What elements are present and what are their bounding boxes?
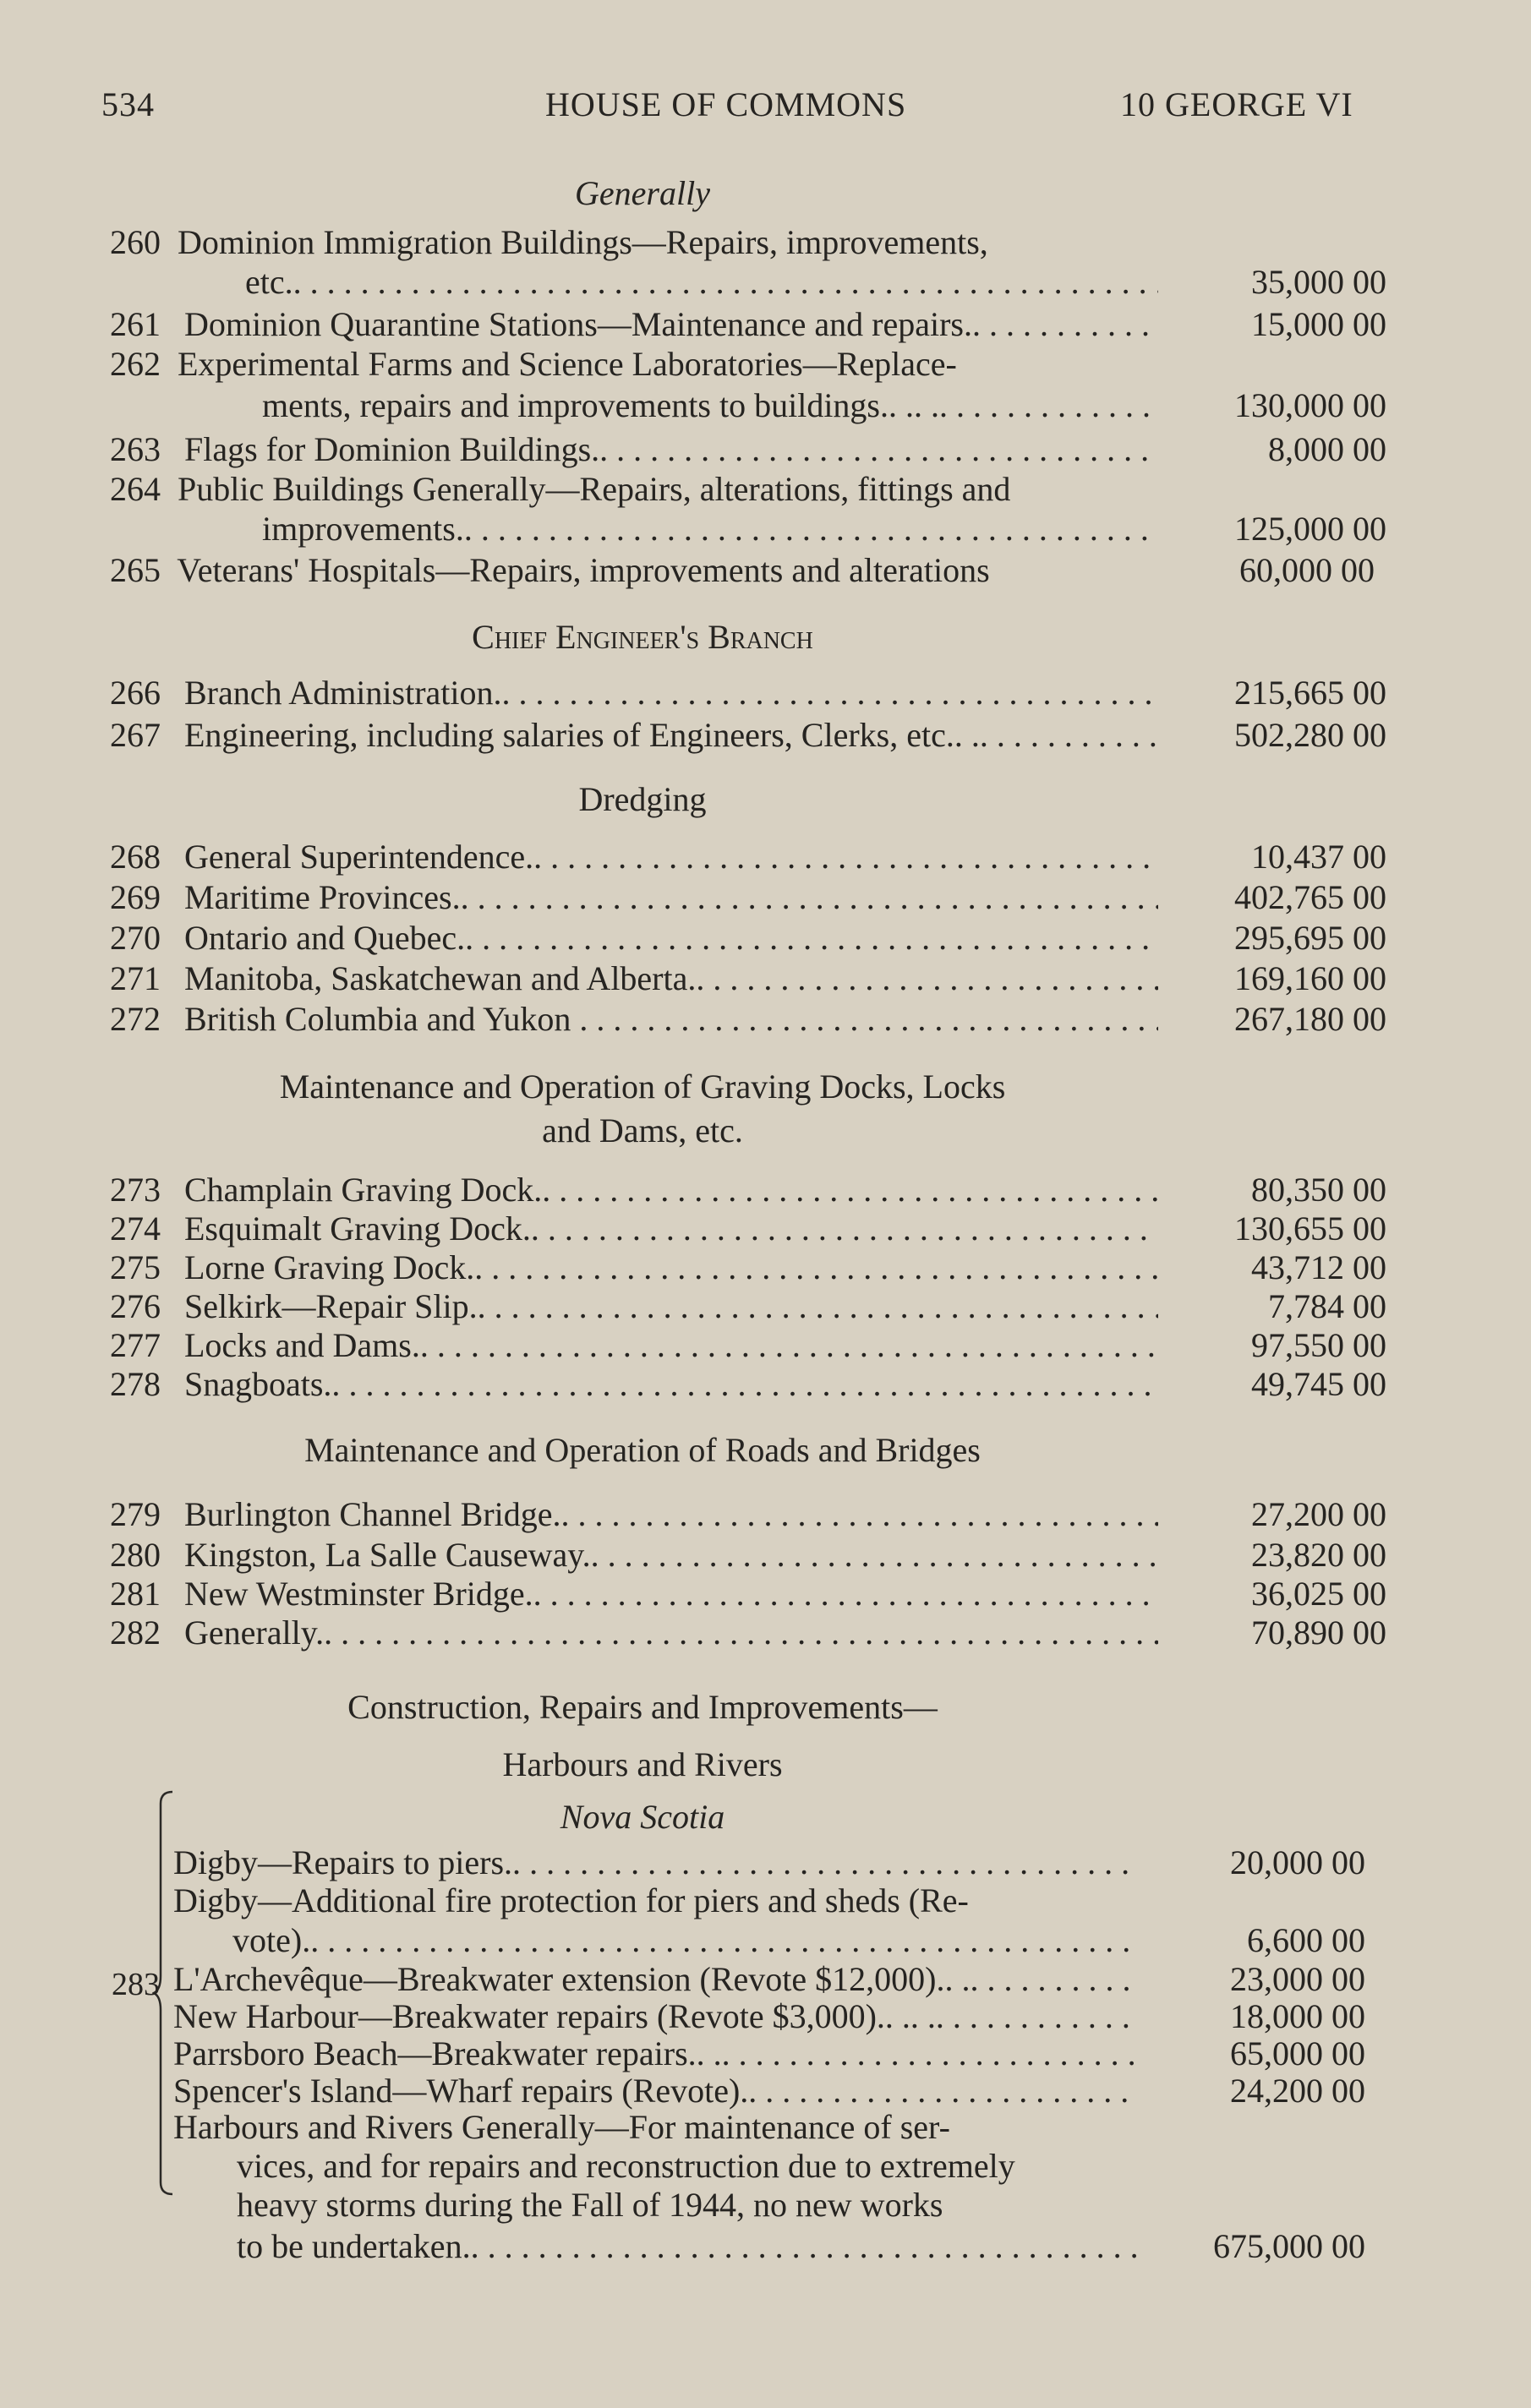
item-desc: General Superintendence.. . . .: [184, 837, 1158, 877]
item-number: 270: [110, 919, 161, 957]
item-275: [110, 1248, 1386, 1288]
item-number: 260: [110, 223, 161, 261]
item-desc: Kingston, La Salle Causeway.. . . .: [184, 1535, 1158, 1575]
item-amount: 70,890 00: [1251, 1614, 1386, 1652]
page-number: 534: [101, 85, 155, 123]
section-heading-harbours-rivers: Harbours and Rivers: [502, 1745, 783, 1783]
item-desc: Selkirk—Repair Slip.. . . .: [184, 1286, 1158, 1327]
item-276: [110, 1286, 1386, 1327]
item-283-parrsboro: [97, 2034, 1365, 2074]
item-amount: 402,765 00: [1234, 878, 1386, 916]
item-283-digby-piers: [97, 1843, 1365, 1883]
item-number: 264: [110, 470, 161, 508]
item-262: [110, 385, 1386, 426]
item-desc: Snagboats.. . . .: [184, 1364, 1158, 1405]
item-amount: 169,160 00: [1234, 959, 1386, 997]
session-label: 10 GEORGE VI: [1120, 85, 1353, 123]
section-heading-graving-docks-cont: and Dams, etc.: [542, 1111, 743, 1149]
section-heading-dredging: Dredging: [578, 780, 707, 818]
item-desc: Parrsboro Beach—Breakwater repairs.. .. . . .: [173, 2034, 1137, 2074]
item-desc-cont: improvements.. . . .: [262, 509, 1158, 549]
item-number: 276: [110, 1287, 161, 1325]
item-265-amount: 60,000 00: [1239, 551, 1375, 589]
item-desc: Burlington Channel Bridge.. . . .: [184, 1494, 1158, 1535]
item-desc: Branch Administration.. . . .: [184, 673, 1158, 713]
item-number: 263: [110, 430, 161, 468]
item-number: 262: [110, 345, 161, 383]
item-279: [110, 1494, 1386, 1535]
item-number: 279: [110, 1495, 161, 1533]
item-desc: Esquimalt Graving Dock.. . . .: [184, 1209, 1158, 1249]
item-amount: 125,000 00: [1234, 510, 1386, 548]
item-277: [110, 1325, 1386, 1366]
item-272: [110, 999, 1386, 1040]
item-282: [110, 1613, 1386, 1653]
item-amount: 23,000 00: [1230, 1960, 1365, 1998]
item-desc: Public Buildings Generally—Repairs, alterations, fittings and: [178, 470, 1011, 508]
item-amount: 35,000 00: [1251, 263, 1386, 301]
item-283-spencers-island: [97, 2071, 1365, 2111]
item-number: 281: [110, 1575, 161, 1613]
item-261: [110, 304, 1386, 345]
item-270: [110, 918, 1386, 958]
item-number: 278: [110, 1365, 161, 1403]
item-desc: Champlain Graving Dock.. . . .: [184, 1170, 1158, 1210]
item-amount: 502,280 00: [1234, 716, 1386, 754]
item-number: 266: [110, 674, 161, 712]
item-amount: 65,000 00: [1230, 2034, 1365, 2072]
item-283-digby-fire-line1: Digby—Additional fire protection for piers and sheds (Re-: [173, 1881, 969, 1919]
item-desc: L'Archevêque—Breakwater extension (Revote $12,000).. .. . . .: [173, 1959, 1137, 2000]
item-283-larcheveque: [97, 1959, 1365, 2000]
item-desc: Ontario and Quebec.. . . .: [184, 918, 1158, 958]
item-amount: 23,820 00: [1251, 1536, 1386, 1574]
item-desc: British Columbia and Yukon . . .: [184, 999, 1158, 1040]
item-amount: 267,180 00: [1234, 1000, 1386, 1038]
item-amount: 215,665 00: [1234, 674, 1386, 712]
item-amount: 49,745 00: [1251, 1365, 1386, 1403]
item-number: 277: [110, 1326, 161, 1364]
item-amount: 20,000 00: [1230, 1843, 1365, 1881]
item-amount: 80,350 00: [1251, 1171, 1386, 1209]
item-283-generally-line3: heavy storms during the Fall of 1944, no new works: [237, 2186, 943, 2224]
item-desc: Maritime Provinces.. . . .: [184, 877, 1158, 918]
item-desc: Lorne Graving Dock.. . . .: [184, 1248, 1158, 1288]
item-274: [110, 1209, 1386, 1249]
item-amount: 24,200 00: [1230, 2072, 1365, 2110]
item-amount: 130,655 00: [1234, 1209, 1386, 1248]
item-number: 267: [110, 716, 161, 754]
item-number: 273: [110, 1171, 161, 1209]
item-number: 275: [110, 1248, 161, 1286]
item-260: [110, 262, 1386, 303]
section-heading-chief-engineer: Chief Engineer's Branch: [472, 618, 813, 656]
item-amount: 295,695 00: [1234, 919, 1386, 957]
item-amount: 7,784 00: [1268, 1287, 1386, 1325]
item-amount: 18,000 00: [1230, 1997, 1365, 2035]
item-269: [110, 877, 1386, 918]
item-number: 274: [110, 1209, 161, 1248]
item-number: 280: [110, 1536, 161, 1574]
item-desc: New Harbour—Breakwater repairs (Revote $3,000).. .. .. . . .: [173, 1996, 1137, 2037]
item-desc: Dominion Quarantine Stations—Maintenance and repairs.. . . .: [184, 304, 1158, 345]
item-desc: New Westminster Bridge.. . . .: [184, 1574, 1158, 1614]
section-heading-roads-bridges: Maintenance and Operation of Roads and Bridges: [304, 1431, 981, 1469]
province-heading: Nova Scotia: [560, 1798, 725, 1836]
section-heading-construction: Construction, Repairs and Improvements—: [347, 1688, 938, 1726]
item-amount: 130,000 00: [1234, 386, 1386, 424]
item-desc: Flags for Dominion Buildings.. . . .: [184, 429, 1158, 470]
item-desc: Engineering, including salaries of Engineers, Clerks, etc.. .. . . .: [184, 715, 1158, 756]
item-271: [110, 958, 1386, 999]
item-desc: Experimental Farms and Science Laboratories—Replace-: [178, 345, 957, 383]
item-273: [110, 1170, 1386, 1210]
item-283-digby-fire: [97, 1920, 1365, 1961]
item-desc-cont: to be undertaken.. . . .: [237, 2226, 1137, 2267]
item-number: 261: [110, 305, 161, 343]
item-283-generally-line1: Harbours and Rivers Generally—For maintenance of ser-: [173, 2108, 950, 2146]
item-desc: Manitoba, Saskatchewan and Alberta.. . . .: [184, 958, 1158, 999]
section-heading-generally: Generally: [575, 174, 710, 212]
item-262-line1: [110, 345, 957, 384]
item-280: [110, 1535, 1386, 1575]
item-266: [110, 673, 1386, 713]
item-265: [110, 551, 990, 590]
item-amount: 10,437 00: [1251, 838, 1386, 876]
item-260-line1: [110, 223, 988, 262]
item-283-generally-line2: vices, and for repairs and reconstruction due to extremely: [237, 2147, 1015, 2185]
item-amount: 97,550 00: [1251, 1326, 1386, 1364]
item-number: 265: [110, 551, 161, 589]
group-number: 283: [112, 1967, 160, 2002]
item-desc: Spencer's Island—Wharf repairs (Revote).. . . .: [173, 2071, 1137, 2111]
item-amount: 15,000 00: [1251, 305, 1386, 343]
item-264: [110, 509, 1386, 549]
item-278: [110, 1364, 1386, 1405]
item-desc-cont: vote).. . . .: [232, 1920, 1137, 1961]
item-desc: Locks and Dams.. . . .: [184, 1325, 1158, 1366]
item-desc-cont: etc.. . . .: [245, 262, 1158, 303]
item-263: [110, 429, 1386, 470]
item-desc: Dominion Immigration Buildings—Repairs, improvements,: [178, 223, 988, 261]
section-heading-graving-docks: Maintenance and Operation of Graving Docks, Locks: [279, 1067, 1006, 1106]
item-desc-cont: ments, repairs and improvements to buildings.. .. .. . . .: [262, 385, 1158, 426]
item-desc: Veterans' Hospitals—Repairs, improvements and alterations: [177, 551, 990, 589]
item-number: 268: [110, 838, 161, 876]
item-268: [110, 837, 1386, 877]
item-amount: 8,000 00: [1268, 430, 1386, 468]
running-title: HOUSE OF COMMONS: [545, 85, 907, 123]
item-number: 271: [110, 959, 161, 997]
item-amount: 675,000 00: [1213, 2227, 1365, 2265]
item-number: 272: [110, 1000, 161, 1038]
item-amount: 36,025 00: [1251, 1575, 1386, 1613]
item-amount: 6,600 00: [1247, 1921, 1365, 1959]
item-number: 269: [110, 878, 161, 916]
item-267: [110, 715, 1386, 756]
item-283-new-harbour: [97, 1996, 1365, 2037]
item-desc: Generally.. . . .: [184, 1613, 1158, 1653]
item-283-generally: [97, 2226, 1365, 2267]
item-281: [110, 1574, 1386, 1614]
item-number: 282: [110, 1614, 161, 1652]
item-264-line1: [110, 470, 1010, 509]
item-desc: Digby—Repairs to piers.. . . .: [173, 1843, 1137, 1883]
item-amount: 43,712 00: [1251, 1248, 1386, 1286]
item-amount: 27,200 00: [1251, 1495, 1386, 1533]
